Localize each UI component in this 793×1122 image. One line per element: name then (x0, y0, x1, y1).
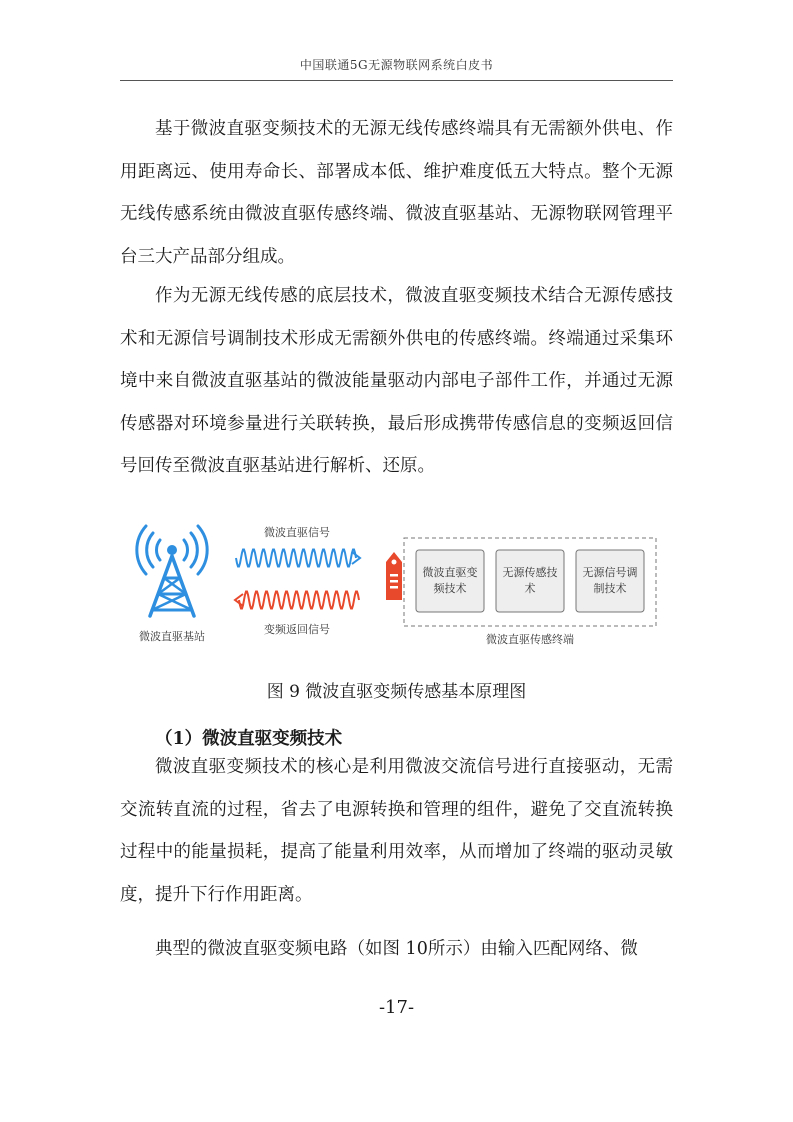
box-microwave-tech-line1: 微波直驱变 (422, 566, 478, 579)
downlink-wave (236, 549, 356, 566)
box-signal-modulation-line2: 制技术 (593, 582, 627, 595)
paragraph-4: 典型的微波直驱变频电路（如图 10所示）由输入匹配网络、微 (155, 939, 638, 959)
downlink-signal-label: 微波直驱信号 (264, 526, 330, 539)
box-passive-sensing (496, 550, 564, 612)
figure-caption: 图 9 微波直驱变频传感基本原理图 (266, 682, 527, 702)
paragraph-2: 作为无源无线传感的底层技术，微波直驱变频技术结合无源传感技术和无源信号调制技术形成无需额外供电的传感终端。终端通过采集环境中来自微波直驱基站的微波能量驱动内部电子部件工作，并通过无源传感器对环境参量进行关联转换，最后形成携带传感信息的变频返回信号回传至微波直驱基站进行解析、还原。 (120, 286, 673, 476)
base-station-label: 微波直驱基站 (139, 630, 205, 643)
box-signal-modulation (576, 550, 644, 612)
uplink-wave (239, 591, 359, 608)
box-passive-sensing-line1: 无源传感技 (502, 566, 558, 579)
page-header: 中国联通5G无源物联网系统白皮书 (299, 58, 494, 72)
paragraph-1: 基于微波直驱变频技术的无源无线传感终端具有无需额外供电、作用距离远、使用寿命长、部署成本低、维护难度低五大特点。整个无源无线传感系统由微波直驱传感终端、微波直驱基站、无源物联网管理平台三大产品部分组成。 (120, 119, 673, 267)
uplink-signal-label: 变频返回信号 (264, 623, 330, 636)
box-microwave-tech (416, 550, 484, 612)
paragraph-3: 微波直驱变频技术的核心是利用微波交流信号进行直接驱动，无需交流转直流的过程，省去了电源转换和管理的组件，避免了交直流转换过程中的能量损耗，提高了能量利用效率，从而增加了终端的驱动灵敏度，提升下行作用距离。 (120, 757, 673, 905)
box-passive-sensing-line2: 术 (524, 582, 536, 595)
section-subheading: （1）微波直驱变频技术 (155, 729, 343, 749)
box-signal-modulation-line1: 无源信号调 (582, 566, 638, 579)
page-number: -17- (378, 997, 415, 1018)
header-divider (120, 80, 673, 81)
terminal-label: 微波直驱传感终端 (486, 633, 574, 646)
box-microwave-tech-line2: 频技术 (433, 582, 467, 595)
antenna-tower-icon (137, 526, 207, 616)
figure-9-diagram (130, 518, 663, 650)
rfid-tag-icon (386, 552, 402, 600)
